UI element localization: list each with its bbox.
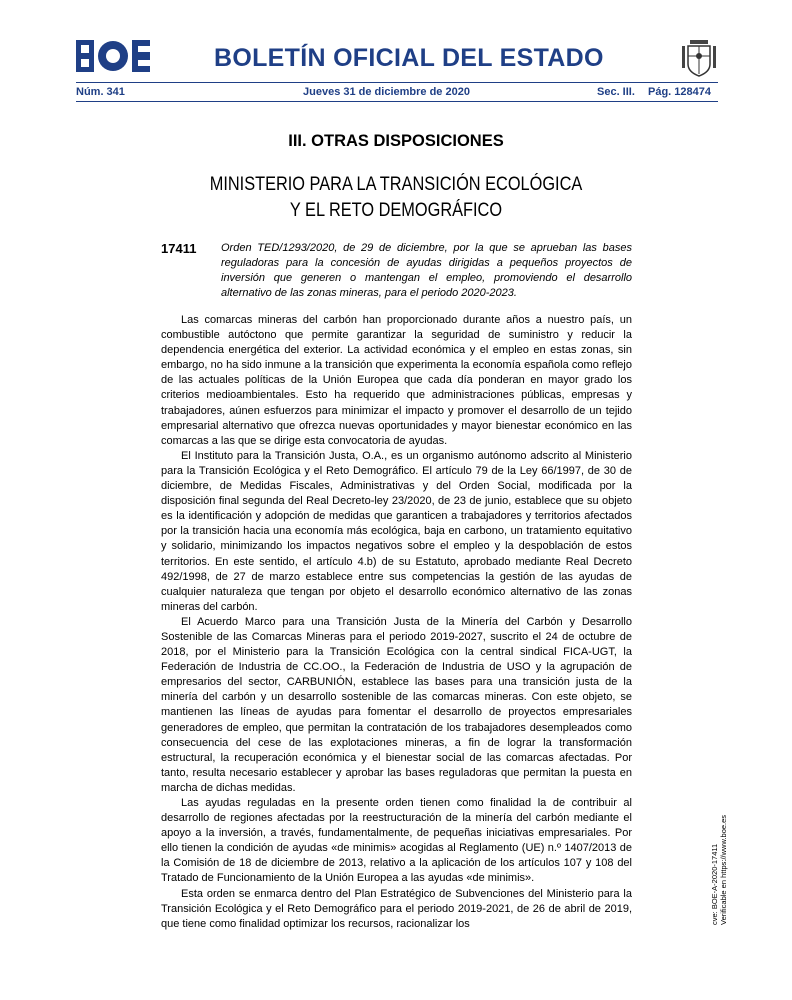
cve-code: cve: BOE-A-2020-17411 bbox=[710, 843, 719, 925]
ministry-heading bbox=[55, 172, 736, 224]
publication-title: BOLETÍN OFICIAL DEL ESTADO bbox=[214, 44, 604, 72]
paragraph: Las ayudas reguladas en la presente orden tienen como finalidad la de contribuir al desarrollo de regiones afectadas por la reestructuración de la minería del carbón mediante el apoyo a la inversión, a través, fundamentalmente, de pequeñas iniciativas empresariales. Por ello tienen la condición de ayudas «de minimis» acogidas al Reglamento (UE) n.º 1407/2013 de la Comisión de 18 de diciembre de 2013, relativo a la aplicación de los artículos 107 y 108 del Tratado de Funcionamiento de la Unión Europea a las ayudas «de minimis». bbox=[161, 797, 632, 885]
ministry-line-1: MINISTERIO PARA LA TRANSICIÓN ECOLÓGICA bbox=[209, 174, 583, 195]
section-heading: III. OTRAS DISPOSICIONES bbox=[288, 132, 504, 150]
body-text bbox=[161, 313, 632, 932]
order-title: Orden TED/1293/2020, de 29 de diciembre, por la que se aprueban las bases reguladoras para la concesión de ayudas dirigidas a pequeños proyectos de inversión que generen o mantengan el empleo, promoviendo el desarrollo alternativo de las zonas mineras, para el periodo 2020-2023. bbox=[221, 242, 632, 299]
header-rule-top bbox=[76, 82, 718, 83]
paragraph: El Acuerdo Marco para una Transición Justa de la Minería del Carbón y Desarrollo Sostenible de las Comarcas Mineras para el periodo 2019-2027, suscrito el 24 de octubre de 2018, por el Ministerio para la Transición Ecológica con la central sindical FICA-UGT, la Federación de Industria de CC.OO., la Federación de Industria de USO y la agrupación de empresarios del sector, CARBUNIÓN, establece las bases para una transición justa de la minería del carbón y un desarrollo sostenible de las comarcas mineras. Con este objeto, se mantienen las líneas de ayudas para fomentar el desarrollo de proyectos empresariales generadores de empleo, que permitan la contratación de los trabajadores desempleados como consecuencia del cese de las explotaciones mineras, a fin de lograr la transformación estructural, la recuperación económica y el bienestar social de las comarcas afectadas. Por tanto, resulta necesario establecer y aprobar las bases reguladoras que permitan la puesta en marcha de dichas medidas. bbox=[161, 615, 632, 794]
header-rule-bottom bbox=[76, 101, 718, 102]
page-number: Pág. 128474 bbox=[648, 86, 711, 98]
paragraph: Las comarcas mineras del carbón han proporcionado durante años a nuestro país, un combustible autóctono que permite garantizar la seguridad de suministro y reducir la dependencia energética del exterior. La actividad económica y el empleo en estas zonas, sin embargo, no ha sido inmune a la transición que experimenta la economía española como reflejo de las actuales políticas de la Unión Europea que cada día ponderan en mayor grado los criterios medioambientales. Esto ha requerido que administraciones públicas, empresas y trabajadores, aúnen esfuerzos para minimizar el impacto y promover el desarrollo de un tejido empresarial alternativo que ofrezca nuevas oportunidades y mayor bienestar económico en las comarcas a las que se dirige esta convocatoria de ayudas. bbox=[161, 314, 632, 447]
issue-number: Núm. 341 bbox=[76, 86, 125, 98]
ministry-line-2: Y EL RETO DEMOGRÁFICO bbox=[289, 200, 503, 221]
paragraph: Esta orden se enmarca dentro del Plan Estratégico de Subvenciones del Ministerio para la Transición Ecológica y el Reto Demográfico para el periodo 2019-2021, de 26 de abril de 2019, que tiene como finalidad optimizar los recursos, racionalizar los bbox=[161, 887, 632, 930]
paragraph: El Instituto para la Transición Justa, O.A., es un organismo autónomo adscrito al Ministerio para la Transición Ecológica y el Reto Demográfico. El artículo 79 de la Ley 66/1997, de 30 de diciembre, de Medidas Fiscales, Administrativas y del Orden Social, modificada por la disposición final segunda del Real Decreto-ley 23/2020, de 23 de junio, establece que su objeto es la identificación y adopción de medidas que garanticen a trabajadores y territorios afectados por la transición hacia una economía más ecológica, baja en carbono, un tratamiento equitativo y solidario, minimizando los impactos negativos sobre el empleo y la despoblación de estos territorios. En este sentido, el artículo 4.b) de su Estatuto, aprobado mediante Real Decreto 492/1998, de 27 de marzo establece entre sus competencias la gestión de las ayudas de cualquier naturaleza que tengan por objeto el desarrollo económico alternativo de las zonas mineras del carbón. bbox=[161, 449, 632, 613]
section-label: Sec. III. bbox=[597, 86, 635, 98]
issue-date: Jueves 31 de diciembre de 2020 bbox=[303, 86, 470, 98]
order-number: 17411 bbox=[161, 241, 197, 256]
coat-of-arms-icon bbox=[680, 36, 718, 78]
verification-link[interactable]: Verificable en https://www.boe.es bbox=[719, 814, 728, 925]
verification-sidebar bbox=[710, 815, 728, 925]
boe-logo bbox=[76, 40, 150, 72]
